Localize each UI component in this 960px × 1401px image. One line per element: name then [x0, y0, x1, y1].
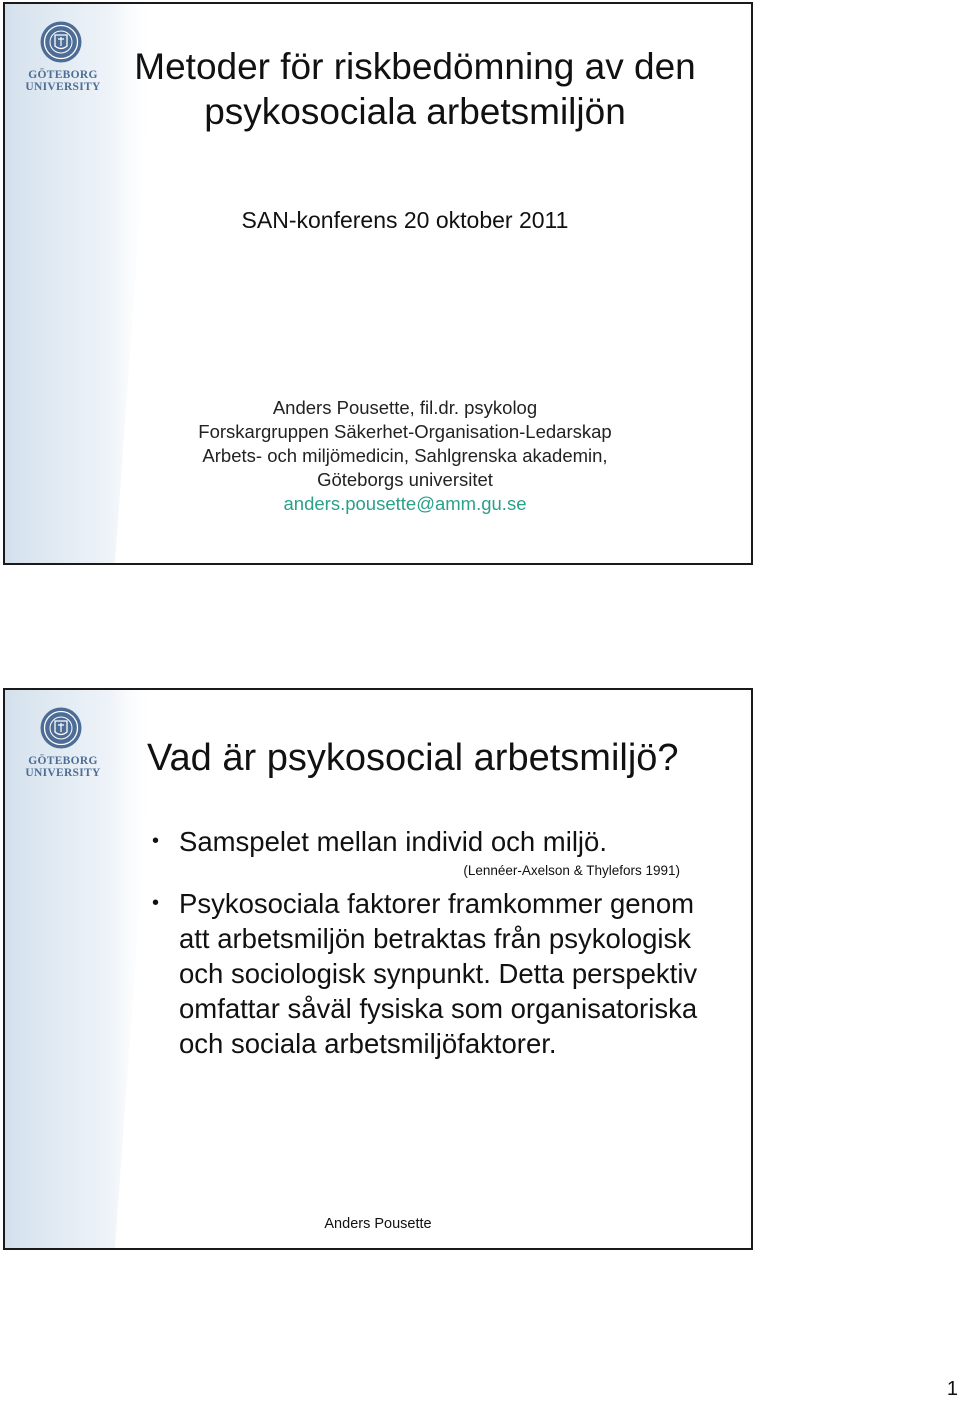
bullet-text: Psykosociala faktorer framkommer genom att arbetsmiljön betraktas från psykologisk och sociologisk synpunkt. Detta perspektiv omfattar såväl fysiska som organisatoriska och sociala arbetsmiljöfaktorer.	[179, 888, 698, 1059]
bullet-item	[150, 886, 710, 1061]
author-line: Forskargruppen Säkerhet-Organisation-Ledarskap	[198, 421, 612, 442]
logo-text-line2: UNIVERSITY	[25, 767, 101, 779]
slide-title	[3, 2, 753, 565]
author-block	[85, 396, 725, 516]
seal-icon	[39, 20, 83, 64]
slide2-title: Vad är psykosocial arbetsmiljö?	[147, 737, 679, 779]
logo-text-line2: UNIVERSITY	[25, 81, 101, 93]
bullet-text: Samspelet mellan individ och miljö.	[179, 826, 607, 857]
university-logo	[23, 20, 103, 93]
bullet-list	[150, 824, 710, 1061]
author-line: Göteborgs universitet	[317, 469, 493, 490]
author-email-link[interactable]: anders.pousette@amm.gu.se	[283, 493, 527, 514]
slide-footer: Anders Pousette	[324, 1216, 432, 1232]
seal-icon	[39, 706, 83, 750]
logo-text-line1: GÖTEBORG	[28, 69, 98, 81]
slide-content	[3, 688, 753, 1250]
university-logo	[23, 706, 103, 779]
citation: (Lennéer-Axelson & Thylefors 1991)	[463, 863, 680, 878]
author-line: Anders Pousette, fil.dr. psykolog	[272, 397, 538, 418]
slide1-title: Metoder för riskbedömning av den psykosociala arbetsmiljön	[134, 46, 696, 132]
bullet-dot-icon: •	[152, 892, 160, 914]
bullet-dot-icon: •	[152, 830, 160, 852]
page-number: 1	[946, 1378, 958, 1400]
logo-text-line1: GÖTEBORG	[28, 755, 98, 767]
author-line: Arbets- och miljömedicin, Sahlgrenska akademin,	[202, 445, 608, 466]
bullet-item	[150, 824, 710, 859]
slide1-subtitle: SAN-konferens 20 oktober 2011	[241, 207, 569, 233]
